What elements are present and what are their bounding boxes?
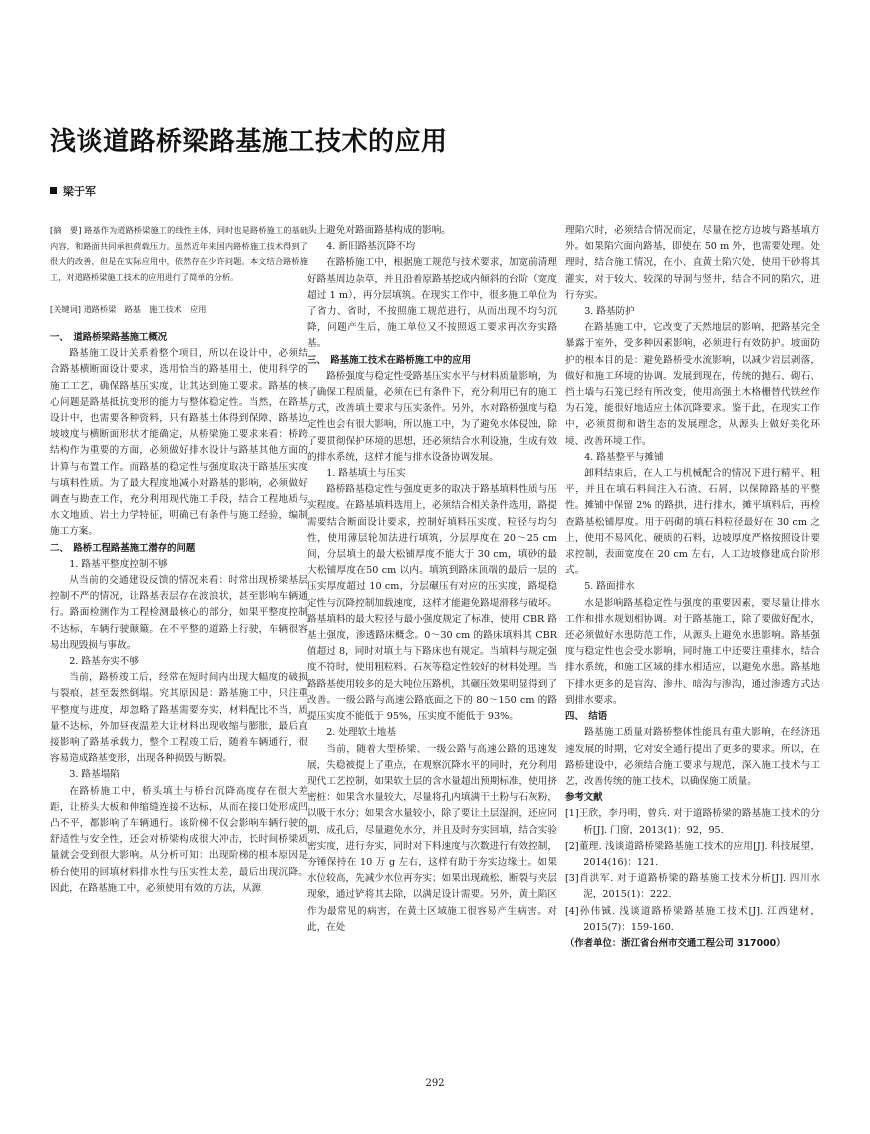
continued-paragraph: 头上避免对路面路基构成的影响。 <box>307 225 451 236</box>
references-heading: 参考文献 <box>565 792 603 804</box>
abstract <box>50 223 308 285</box>
body-paragraph: 水是影响路基稳定性与强度的重要因素，要尽量让排水工作和排水规划相协调。对于路基施工，除了要做好配水，还必须做好水患防范工作，从源头上避免水患影响。路基强度与稳定性也会受水影响，同时施工中还要注重排水，结合排水系统，和施工区域的排水相适应，以避免水患。路基地下排水更多的是盲沟、渗井、暗沟与渗沟，通过渗透方式达到排水要求。 <box>565 597 820 706</box>
subsection-heading: 1. 路基填土与压实 <box>326 468 406 480</box>
subsection-heading: 5. 路面排水 <box>584 581 635 593</box>
section-heading: 四、 结语 <box>565 711 608 723</box>
column-1-body <box>50 330 308 897</box>
body-paragraph: 卸料结束后，在人工与机械配合的情况下进行精平、粗平，并且在填石料间注入石渣、石屑，以保障路基的平整性。摊铺中保留 2% 的路拱，进行排水，摊平填料后，再检查路基松铺厚度。用于码砌的填石料粒径最好在 30 cm 之上，使用不易风化、硬质的石料，边坡厚度严格按照设计要求控制，表面宽度在 20 cm 左右，人工边坡修建成台阶形式。 <box>565 468 820 577</box>
subsection-heading: 2. 路基夯实不够 <box>69 656 139 668</box>
page-number: 292 <box>425 1078 445 1089</box>
author-affiliation: （作者单位：浙江省台州市交通工程公司 317000） <box>565 937 786 949</box>
subsection-heading: 4. 路基整平与摊铺 <box>584 451 664 463</box>
continued-paragraph: 理陷穴时，必须结合情况而定，尽量在挖方边坡与路基填方外。如果陷穴面向路基，即使在 50 m 外，也需要处理。处理时，结合施工情况，在小、直黄土陷穴处，使用干砂将其灌实，对于较大、较深的导洞与竖井，结合不同的陷穴，进行夯实。 <box>565 225 820 301</box>
article-title: 浅谈道路桥梁路基施工技术的应用 <box>50 127 448 157</box>
subsection-heading: 2. 处理软土地基 <box>326 727 396 739</box>
body-paragraph: 在路基施工中，它改变了天然地层的影响，把路基完全暴露于室外，受多种因素影响，必须进行有效防护。坡面防护的根本目的是：避免路桥受水流影响，以减少岩层剥落，做好和施工环境的协调。发展到现在，传统的抛石、砌石、挡土墙与石笼已经有所改变，使用高强土木格栅替代铁丝作为石笼，能很好地适应土体沉降要求。鉴于此，在现实工作中，必须贯彻和谐生态的发展理念，从源头上做好美化环境、改善环境工作。 <box>565 322 820 447</box>
body-paragraph: 当前，路桥竣工后，经常在短时间内出现大幅度的破损与裂痕，甚至轰然倒塌。究其原因是：路基施工中，只注重平整度与进度，却忽略了路基需要夯实，材料配比不当，质量不达标，外加昼夜温差大让材料出现收缩与膨胀，最后直接影响了路基承载力，整个工程竣工后，随着车辆通行，很容易造成路基变形，出现各种损毁与断裂。 <box>50 672 308 765</box>
section-heading: 三、 路基施工技术在路桥施工中的应用 <box>307 354 472 366</box>
body-paragraph: 路桥路基稳定性与强度更多的取决于路基填料性质与压实程度。在路基填料选用上，必须结合相关条件选用，路提需要结合断面设计要求，控制好填料压实度、粒径与均匀性，使用薄层轮加法进行填筑，分层厚度在 20～25 cm 间，分层填土的最大松铺厚度不能大于 30 cm，填砂的最大松铺厚度在50 cm 以内。填筑到路床顶端的最后一层的压实厚度超过 10 cm，分层碾压有对应的压实度，路堤稳定性与沉降控制加载速度，这样才能避免路堤滑移与破坏。路基填料的最大粒径与最小强度规定了标准，使用 CBR 路基土强度，渗透路床概念。0～30 cm 的路床填料其 CBR 值超过 8，同时对填土与下路床也有规定。当填料与规定强度不符时，使用粗粒料、石灰等稳定性较好的材料处理。当路路基使用较多的是大吨位压路机，其碾压效果明显得到了改善。一级公路与高速公路底面之下的 80～150 cm 的路提压实度不能低于 95%，压实度不能低于 93%。 <box>307 484 557 723</box>
body-paragraph: 路基施工质量对路桥整体性能具有重大影响，在经济迅速发展的时期，它对安全通行提出了更多的要求。所以，在路桥建设中，必须结合施工要求与规范，深入施工技术与工艺，改善传统的施工技术，以确保施工质量。 <box>565 727 820 787</box>
column-1 <box>50 223 308 897</box>
body-paragraph: 当前，随着大型桥梁、一级公路与高速公路的迅速发展，失稳被提上了重点，在观察沉降水平的同时，充分利用现代工艺控制，如果软土层的含水量超出预期标准，使用挤密桩：如果含水量较大，尽量将孔内填满干土粉与石灰粉，以吸干水分；如果含水量较小，除了要让土层湿润，还应同期，成孔后，尽量避免水分，并且及时夯实回填，结合实验密实度，进行夯实，同时对下料速度与次数进行有效控制，夯锤保持在 10 万 g 左右，这样有助于夯实边缘土。如果水位较高，先减少水位再夯实；如果出现疏松、断裂与夹层现象，通过铲将其去除，以满足设计需要。另外，黄土陷区作为最常见的病害，在黄土区域施工很容易产生病害。对此，在处 <box>307 743 557 933</box>
reference-entry: [2]董理. 浅谈道路桥梁路基施工技术的应用[J]. 科技展望，2014(16)：121. <box>565 840 820 868</box>
keywords-label: [关键词] <box>50 304 81 315</box>
reference-entry: [3]肖洪军. 对于道路桥梁的路基施工技术分析[J]. 四川水泥，2015(1)：222. <box>565 873 820 901</box>
keywords-text: 道路桥梁 路基 施工技术 应用 <box>83 304 207 315</box>
abstract-label: [摘 要] <box>50 225 82 235</box>
subsection-heading: 4. 新旧路基沉降不均 <box>326 241 416 253</box>
abstract-text: 路基作为道路桥梁施工的线性主体，同时也是路桥施工的基础内容，和路面共同承担荷载压力。虽然近年来国内路桥施工技术得到了很大的改善，但是在实际应用中，依然存在少许问题。本文结合路桥施工，对道路桥梁施工技术的应用进行了简单的分析。 <box>50 225 308 282</box>
author-name: 梁于军 <box>63 185 96 198</box>
reference-entry: [4]孙伟铖. 浅谈道路桥梁路基施工技术[J]. 江西建材，2015(7)：159-160. <box>565 905 820 933</box>
body-paragraph: 在路桥施工中，根据施工规范与技术要求，加宽前清理好路基周边杂草，并且沿着原路基挖成内倾斜的台阶（宽度超过 1 m），再分层填筑。在现实工作中，很多施工单位为了省力、省时，不按照施工规范进行，从而出现不均匀沉降，问题产生后，施工单位又不按照返工要求再次夯实路基。 <box>307 257 557 350</box>
reference-entry: [1]王欣，李丹明，曾兵. 对于道路桥梁的路基施工技术的分析[J]. 门窗，2013(1)：92，95. <box>565 808 820 836</box>
body-paragraph: 在路桥施工中，桥头填土与桥台沉降高度存在很大差距，让桥头大板和伸缩缝连接不达标，从而在接口处形成凹凸不平，都影响了车辆通行。该阶梯不仅会影响车辆行驶的舒适性与安全性，还会对桥梁构成很大冲击，长时间桥梁质量就会受到很大影响。从分析可知：出现阶梯的根本原因是桥台使用的回填材料排水性与压实性太差，最后出现沉降。因此，在路基施工中，必须使用有效的方法，从源 <box>50 785 308 894</box>
subsection-heading: 3. 路基防护 <box>584 306 635 318</box>
column-2 <box>307 223 557 936</box>
author-line <box>50 183 96 199</box>
body-paragraph: 路桥强度与稳定性受路基压实水平与材料质量影响，为了确保工程质量，必须在已有条件下，充分利用已有的施工方式，改善填土要求与压实条件。另外，水对路桥强度与稳定性也会有很大影响，所以施工中，为了避免水体侵蚀，除了要贯彻保护环境的思想，还必须结合水利设施，生成有效的排水系统，这样才能与排水设备协调发展。 <box>307 370 557 463</box>
column-3 <box>565 223 820 952</box>
body-paragraph: 路基施工设计关系着整个项目，所以在设计中，必须结合路基横断面设计要求，选用恰当的路基用土，使用科学的施工工艺，确保路基压实度，让其达到施工要求。路基的核心问题是路基抵抗变形的能力与整体稳定性。当然，在路基设计中，也需要各种资料，只有路基土体得到保障，路基边坡坡度与横断面形状才能确定，从桥梁施工要求来看：桥跨结构作为重要的方面，必须做好排水设计与路基其他方面的计算与布置工作。而路基的稳定性与强度取决于路基压实度与填料性质。为了最大程度地减小对路基的影响，必须做好调查与勘查工作，充分利用现代施工手段，结合工程地质与水文地质、岩土力学特征，明确已有条件与施工经验，编制施工方案。 <box>50 348 308 538</box>
square-bullet-icon <box>50 187 57 194</box>
body-paragraph: 从当前的交通建设反馈的情况来看：时常出现桥梁基层控制不严的情况，让路基表层存在波浪状，甚至影响车辆通行。路面检测作为工程检测最核心的部分，如果平整度控制不达标，车辆行驶颠簸。在不平整的道路上行驶，车辆很容易出现毁损与事故。 <box>50 575 308 651</box>
section-heading: 二、 路桥工程路基施工潜存的问题 <box>50 542 196 554</box>
section-heading: 一、 道路桥梁路基施工概况 <box>50 331 168 343</box>
subsection-heading: 1. 路基平整度控制不够 <box>69 558 168 570</box>
subsection-heading: 3. 路基塌陷 <box>69 769 120 781</box>
keywords <box>50 302 308 318</box>
